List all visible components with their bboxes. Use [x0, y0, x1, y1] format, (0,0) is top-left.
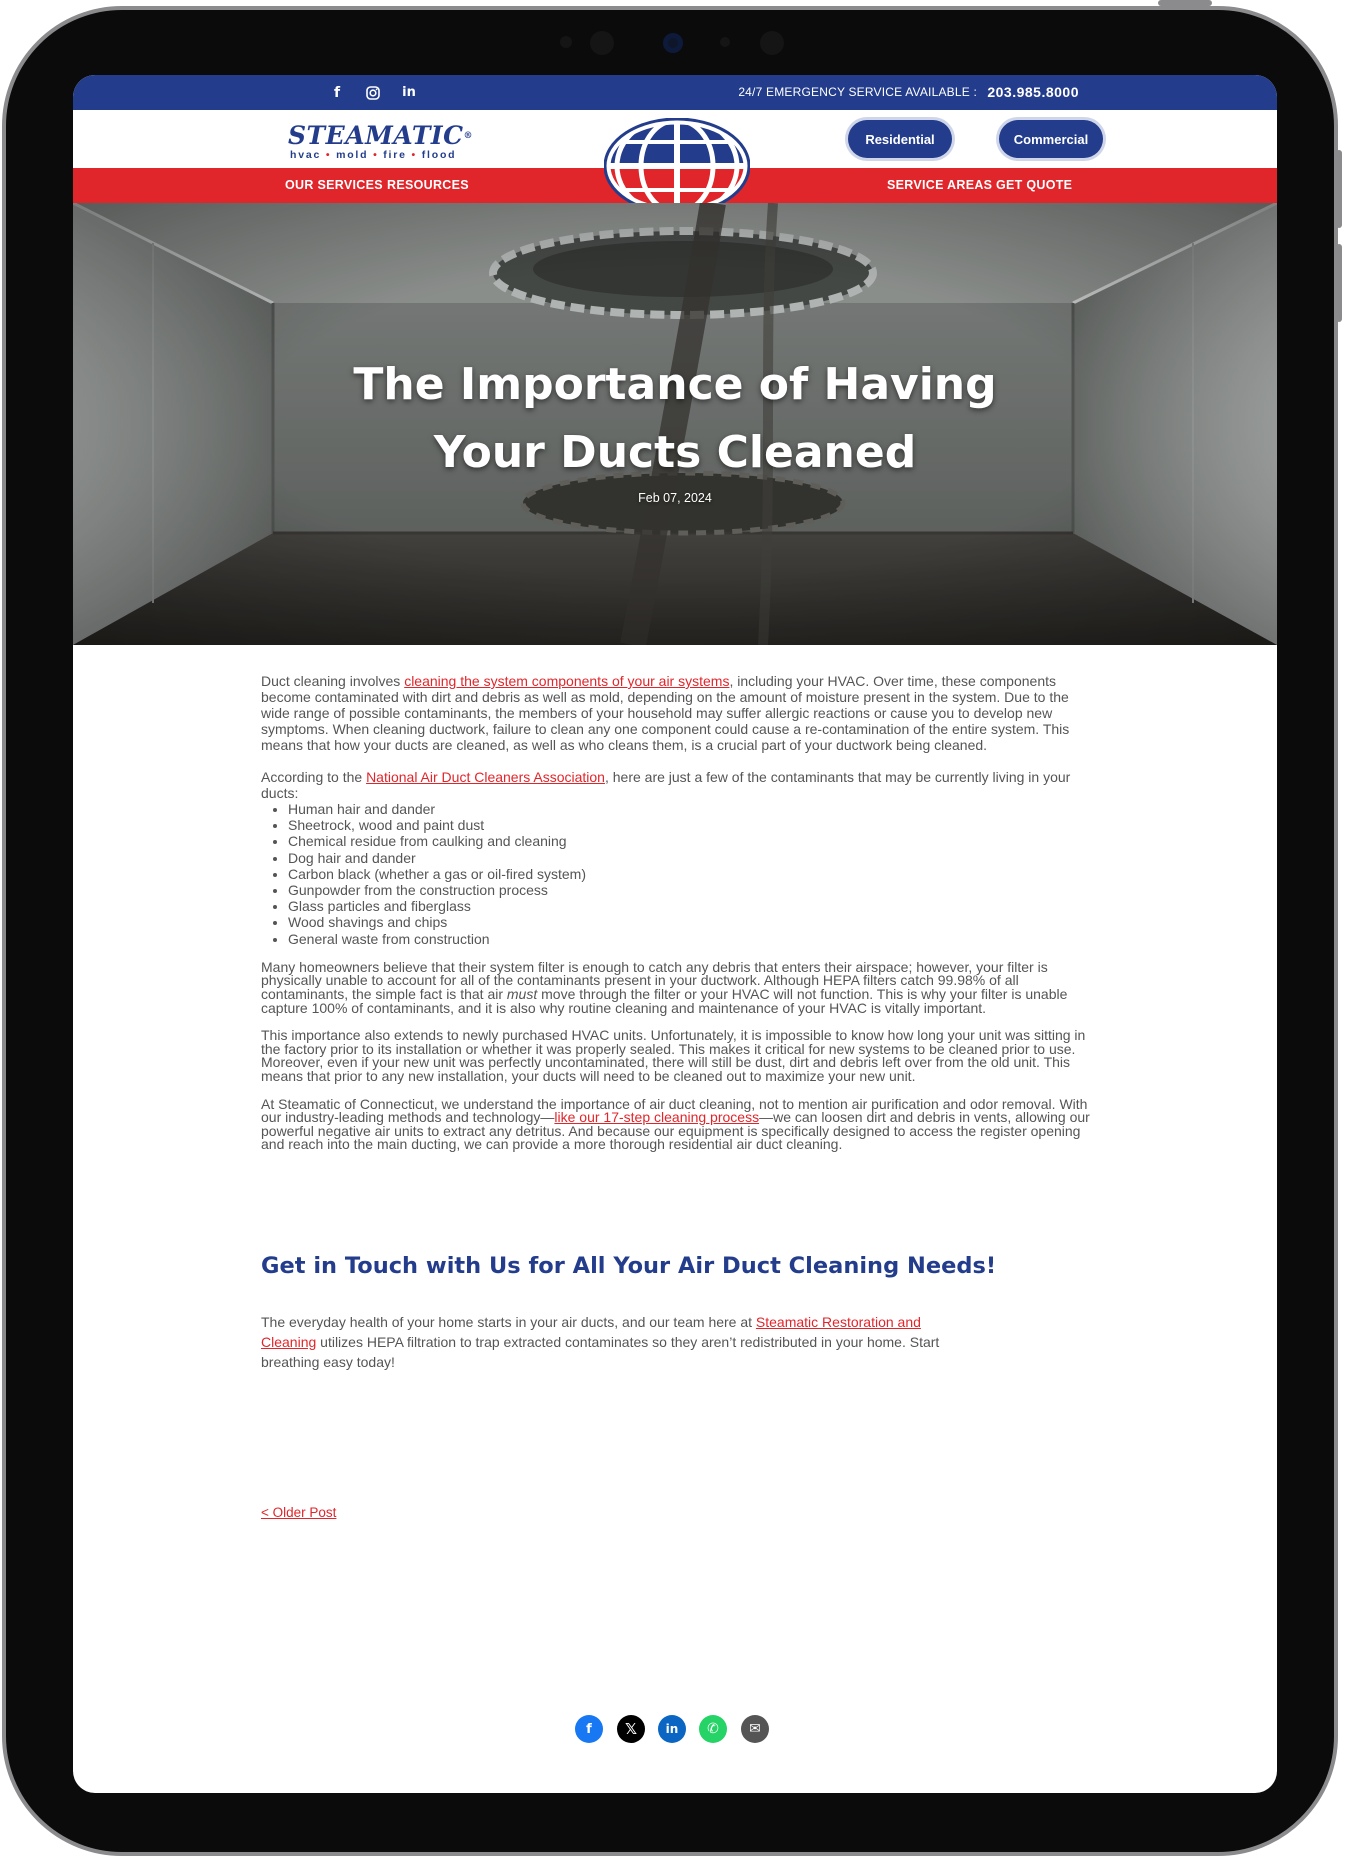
linkedin-icon[interactable]: in — [402, 85, 416, 100]
logo-registered-mark: ® — [463, 131, 474, 141]
share-email-icon[interactable]: ✉ — [741, 1715, 769, 1743]
share-linkedin-icon[interactable]: in — [658, 1715, 686, 1743]
emergency-service-label: 24/7 EMERGENCY SERVICE AVAILABLE : — [738, 85, 977, 99]
cta-heading: Get in Touch with Us for All Your Air Duct Cleaning Needs! — [261, 1253, 997, 1279]
list-item: • General waste from construction — [288, 931, 1093, 947]
older-post-link[interactable]: < Older Post — [261, 1505, 337, 1520]
camera-sensor — [760, 31, 784, 55]
instagram-icon[interactable] — [361, 75, 385, 110]
paragraph-text: At Steamatic of Connecticut, we understand the importance of air duct cleaning, not to mention air purification and odor removal. With our industry-leading methods and technology— — [261, 1095, 1088, 1126]
paragraph-text: The everyday health of your home starts in your air ducts, and our team here at — [261, 1314, 756, 1330]
share-x-icon[interactable]: 𝕏 — [617, 1715, 645, 1743]
tablet-volume-up-button — [1336, 150, 1342, 228]
top-utility-bar — [73, 75, 1277, 110]
logo-tag-fire: fire — [383, 149, 407, 161]
nav-get-quote[interactable]: GET QUOTE — [996, 178, 1073, 192]
logo-tag-mold: mold — [336, 149, 369, 161]
article-body — [261, 673, 1093, 1166]
system-components-link[interactable]: cleaning the system components of your air systems — [404, 673, 730, 689]
front-camera — [663, 33, 683, 53]
list-item: • Sheetrock, wood and paint dust — [288, 817, 1093, 833]
article-paragraph-2 — [261, 769, 1093, 801]
logo-wordmark: STEAMATIC — [288, 121, 464, 150]
article-paragraph-3 — [261, 958, 1093, 1016]
nav-resources[interactable]: RESOURCES — [387, 178, 469, 192]
nadca-link[interactable]: National Air Duct Cleaners Association — [366, 769, 605, 785]
paragraph-text: , including your HVAC. Over time, these components become contaminated with dirt and debris as well as mold, depending on the amount of moisture present in the system. Due to the wide range of possible contaminants, the members of your household may suffer allergic reactions or cause you to develop new symptoms. When cleaning ductwork, failure to clean any one component could cause a re-contamination of the entire system. This means that how your ducts are cleaned, as well as who cleans them, is a crucial part of your ductwork being cleaned. — [261, 673, 1070, 753]
steamatic-logo[interactable] — [288, 121, 474, 163]
emphasis-text: must — [506, 986, 538, 1003]
hero-banner — [73, 203, 1277, 645]
list-item: • Carbon black (whether a gas or oil-fired system) — [288, 866, 1093, 882]
list-item: • Dog hair and dander — [288, 850, 1093, 866]
globe-logo-icon[interactable] — [604, 118, 750, 214]
list-item: • Gunpowder from the construction process — [288, 882, 1093, 898]
article-paragraph-1 — [261, 673, 1093, 753]
steamatic-restoration-link[interactable]: Steamatic Restoration and Cleaning — [261, 1314, 921, 1350]
share-facebook-icon[interactable]: f — [575, 1715, 603, 1743]
article-paragraph-4: This importance also extends to newly purchased HVAC units. Unfortunately, it is impossible to know how long your unit was sitting in the factory prior to its installation or whether it was properly sealed. This makes it critical for new systems to be cleaned prior to use. Moreover, even if your new unit was perfectly uncontaminated, there will still be dust, dirt and debris left over from the old unit. This means that prior to any new installation, your ducts will need to be cleaned out to maximize your new unit. — [261, 1027, 1086, 1084]
list-item: • Glass particles and fiberglass — [288, 898, 1093, 914]
paragraph-text: According to the — [261, 769, 367, 785]
logo-tag-hvac: hvac — [290, 149, 322, 161]
logo-tag-flood: flood — [421, 149, 457, 161]
camera-sensor — [560, 36, 572, 48]
camera-sensor — [590, 31, 614, 55]
list-item: • Wood shavings and chips — [288, 914, 1093, 930]
phone-number-link[interactable]: 203.985.8000 — [987, 84, 1079, 100]
tablet-volume-down-button — [1336, 244, 1342, 322]
paragraph-text: move through the filter or your HVAC will not function. This is why your filter is unable capture 100% of contaminants, and it is also why routine cleaning and maintenance of your HVAC is vitally important. — [261, 986, 1068, 1016]
article-date: Feb 07, 2024 — [638, 491, 712, 505]
cleaning-process-link[interactable]: like our 17-step cleaning process — [554, 1109, 760, 1126]
paragraph-text: —we can loosen dirt and debris in vents, allowing our powerful negative air units to extract any detritus. And because our equipment is specifically designed to access the register opening and reach into the main ducting, we can provide a more thorough residential air duct cleaning. — [261, 1109, 1090, 1153]
cta-paragraph — [261, 1312, 961, 1372]
contaminants-list — [261, 801, 1093, 947]
camera-sensor — [720, 37, 730, 47]
list-item: • Human hair and dander — [288, 801, 1093, 817]
article-title-line-2: Your Ducts Cleaned — [433, 427, 917, 478]
share-whatsapp-icon[interactable]: ✆ — [699, 1715, 727, 1743]
paragraph-text: Duct cleaning involves — [261, 673, 405, 689]
nav-our-services[interactable]: OUR SERVICES — [285, 178, 383, 192]
paragraph-text: Many homeowners believe that their system filter is enough to catch any debris that enters their airspace; however, your filter is physically unable to account for all of the contaminants present in your ductwork. Although HEPA filters catch 99.98% of all contaminants, the simple fact is that air — [261, 958, 1048, 1003]
nav-service-areas[interactable]: SERVICE AREAS — [887, 178, 993, 192]
tablet-screen — [73, 75, 1277, 1793]
article-paragraph-5 — [261, 1095, 1093, 1153]
tablet-top-button — [1158, 0, 1212, 6]
paragraph-text: utilizes HEPA filtration to trap extracted contaminates so they aren’t redistributed in your home. Start breathing easy today! — [261, 1334, 940, 1370]
article-title — [73, 351, 1277, 487]
list-item: • Chemical residue from caulking and cleaning — [288, 833, 1093, 849]
commercial-button[interactable]: Commercial — [999, 120, 1103, 158]
facebook-icon[interactable]: f — [333, 84, 341, 101]
article-title-line-1: The Importance of Having — [353, 359, 997, 410]
logo-tagline: hvac • mold • fire • flood — [290, 149, 457, 161]
residential-button[interactable]: Residential — [848, 120, 952, 158]
paragraph-text: , here are just a few of the contaminants that may be currently living in your ducts: — [261, 769, 1071, 801]
